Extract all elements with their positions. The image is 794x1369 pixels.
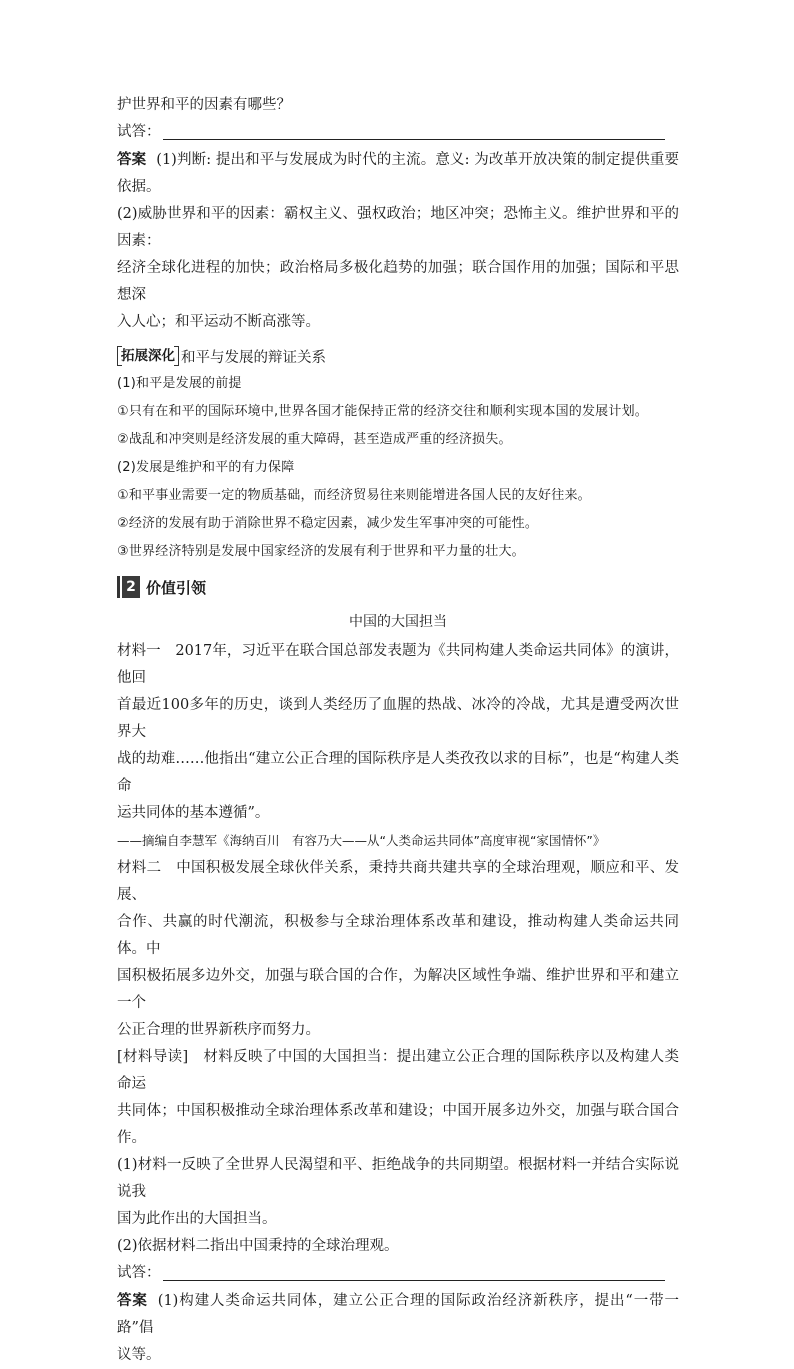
extension-item: (2)发展是维护和平的有力保障 [117, 460, 295, 475]
material-line: 材料一 2017年，习近平在联合国总部发表题为《共同构建人类命运共同体》的演讲，他回 [117, 643, 679, 686]
question-line: 国为此作出的大国担当。 [117, 1211, 277, 1227]
guide-line: [材料导读] 材料反映了中国的大国担当：提出建立公正合理的国际秩序以及构建人类命运 [117, 1049, 679, 1092]
answer-text-line: (2)威胁世界和平的因素：霸权主义、强权政治；地区冲突；恐怖主义。维护世界和平的因素： [117, 206, 679, 249]
question-tail: 护世界和平的因素有哪些？ [117, 97, 291, 113]
answer-block-2 [117, 1287, 679, 1342]
answer-underline [163, 1262, 665, 1281]
section-number: 2 [122, 576, 140, 598]
section-title: 价值引领 [146, 578, 207, 597]
section-header [117, 576, 679, 598]
extension-item: ①和平事业需要一定的物质基础，而经济贸易往来则能增进各国人民的友好往来。 [117, 488, 591, 503]
material-line: 运共同体的基本遵循”。 [117, 805, 270, 821]
answer-input-line-1[interactable] [117, 119, 679, 146]
extension-item: ③世界经济特别是发展中国家经济的发展有利于世界和平力量的壮大。 [117, 544, 525, 559]
answer-text-line: 入人心；和平运动不断高涨等。 [117, 314, 320, 330]
answer-block-1 [117, 146, 679, 201]
answer-prompt: 试答： [117, 1265, 161, 1281]
extension-tag: 拓展深化 [117, 345, 179, 367]
guide-line: 共同体；中国积极推动全球治理体系改革和建设；中国开展多边外交，加强与联合国合作。 [117, 1103, 679, 1146]
extension-item: ①只有在和平的国际环境中,世界各国才能保持正常的经济交往和顺利实现本国的发展计划。 [117, 404, 648, 419]
answer-text-line: (1)判断: 提出和平与发展成为时代的主流。意义: 为改革开放决策的制定提供重要依据。 [117, 152, 680, 195]
extension-item: ②经济的发展有助于消除世界不稳定因素，减少发生军事冲突的可能性。 [117, 516, 539, 531]
material-line: 材料二 中国积极发展全球伙伴关系，秉持共商共建共享的全球治理观，顺应和平、发展、 [117, 860, 679, 903]
material-line: 公正合理的世界新秩序而努力。 [117, 1022, 320, 1038]
answer-underline [163, 121, 665, 140]
section-bar [117, 576, 120, 598]
question-line: (2)依据材料二指出中国秉持的全球治理观。 [117, 1238, 399, 1254]
question-line: (1)材料一反映了全世界人民渴望和平、拒绝战争的共同期望。根据材料一并结合实际说说我 [117, 1157, 679, 1200]
answer-label: 答案 [117, 1292, 148, 1309]
answer-text-line: 经济全球化进程的加快；政治格局多极化趋势的加强；联合国作用的加强；国际和平思想深 [117, 260, 679, 303]
answer-text-line: 议等。 [117, 1347, 161, 1363]
material-line: 首最近100多年的历史，谈到人类经历了血腥的热战、冰冷的冷战，尤其是遭受两次世界大 [117, 697, 679, 740]
material-line: 战的劫难……他指出“建立公正合理的国际秩序是人类孜孜以求的目标”，也是“构建人类命 [117, 751, 679, 794]
answer-text-line: (1)构建人类命运共同体，建立公正合理的国际政治经济新秩序，提出“一带一路”倡 [117, 1293, 680, 1336]
extension-item: ②战乱和冲突则是经济发展的重大障碍，甚至造成严重的经济损失。 [117, 432, 512, 447]
extension-title: 和平与发展的辩证关系 [181, 349, 326, 366]
answer-label: 答案 [117, 151, 147, 168]
material-line: 合作、共赢的时代潮流，积极参与全球治理体系改革和建设，推动构建人类命运共同体。中 [117, 914, 679, 957]
material-title: 中国的大国担当 [349, 614, 447, 630]
material-source: ——摘编自李慧军《海纳百川 有容乃大——从“人类命运共同体”高度审视“家国情怀”》 [117, 833, 606, 848]
extension-item: (1)和平是发展的前提 [117, 376, 242, 391]
answer-input-line-2[interactable] [117, 1260, 679, 1287]
answer-prompt: 试答： [117, 124, 161, 140]
extension-header [117, 342, 679, 370]
document-page [117, 92, 679, 1369]
material-line: 国积极拓展多边外交，加强与联合国的合作，为解决区域性争端、维护世界和平和建立一个 [117, 968, 679, 1011]
